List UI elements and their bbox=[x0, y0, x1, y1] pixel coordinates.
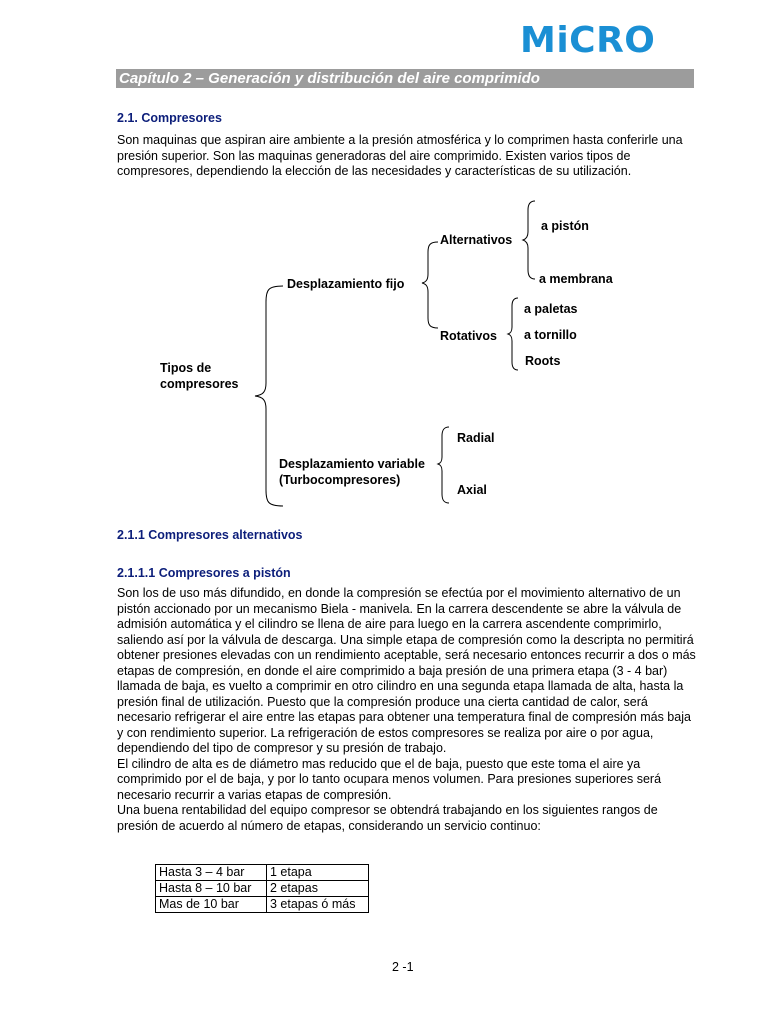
diagram-roots: Roots bbox=[525, 354, 561, 368]
diagram-radial: Radial bbox=[457, 431, 495, 445]
rotativos-brace bbox=[508, 298, 518, 370]
chapter-title: Capítulo 2 – Generación y distribución del aire comprimido bbox=[119, 70, 540, 87]
table-row bbox=[156, 881, 369, 897]
table-cell: Mas de 10 bar bbox=[156, 897, 267, 913]
variable-brace bbox=[438, 427, 449, 503]
diagram-desplazamiento-fijo: Desplazamiento fijo bbox=[287, 277, 405, 291]
piston-body bbox=[117, 586, 697, 834]
section-heading-alternativos: 2.1.1 Compresores alternativos bbox=[117, 528, 303, 542]
page-number: 2 -1 bbox=[392, 960, 414, 974]
diagram-a-piston: a pistón bbox=[541, 219, 589, 233]
alternativos-brace bbox=[523, 201, 535, 279]
micro-logo: MiCRO bbox=[520, 20, 656, 61]
section-heading-piston: 2.1.1.1 Compresores a pistón bbox=[117, 566, 291, 580]
diagram-desplazamiento-variable: Desplazamiento variable bbox=[279, 457, 425, 471]
diagram-root-label: Tipos de compresores bbox=[160, 361, 239, 391]
diagram-a-membrana: a membrana bbox=[539, 272, 613, 286]
diagram-a-paletas: a paletas bbox=[524, 302, 578, 316]
table-cell: 1 etapa bbox=[267, 865, 369, 881]
table-cell: Hasta 8 – 10 bar bbox=[156, 881, 267, 897]
diagram-axial: Axial bbox=[457, 483, 487, 497]
table-cell: 3 etapas ó más bbox=[267, 897, 369, 913]
fijo-brace bbox=[422, 242, 438, 328]
intro-text: Son maquinas que aspiran aire ambiente a la presión atmosférica y lo comprimen hasta conferirle una presión superior. Son las maquinas generadoras del aire comprimido. Existen varios tipos de compresores, dependiendo la elección de las necesidades y características de su utilización. bbox=[117, 133, 683, 178]
piston-paragraph-2: El cilindro de alta es de diámetro mas reducido que el de baja, puesto que este toma el aire ya comprimido por el de baja, y por lo tanto ocupara menos volumen. Para presiones superiores será necesario recurrir a varias etapas de compresión. bbox=[117, 756, 662, 802]
table-cell: Hasta 3 – 4 bar bbox=[156, 865, 267, 881]
diagram-rotativos: Rotativos bbox=[440, 329, 497, 343]
diagram-a-tornillo: a tornillo bbox=[524, 328, 577, 342]
piston-paragraph-1: Son los de uso más difundido, en donde la compresión se efectúa por el movimiento alternativo de un pistón accionado por un mecanismo Biela - manivela. En la carrera descendente se abre la válvula de admisión automática y el cilindro se llena de aire para luego en la carrera ascendente comprimirlo, saliendo así por la válvula de descarga. Una simple etapa de compresión como la descripta no permitirá obtener presiones elevadas con un rendimiento aceptable, será necesario entonces recurrir a dos o más etapas de compresión, en donde el aire comprimido a baja presión de una primera etapa (3 - 4 bar) llamada de baja, es vuelto a comprimir en otro cilindro en una segunda etapa llamada de alta, hasta la presión final de utilización. Puesto que la compresión produce una cierta cantidad de calor, será necesario refrigerar el aire entre las etapas para obtener una temperatura final de compresión más baja y con rendimiento superior. La refrigeración de estos compresores se realiza por aire o por agua, dependiendo del tipo de compresor y su presión de trabajo. bbox=[117, 586, 696, 755]
diagram-alternativos: Alternativos bbox=[440, 233, 513, 247]
stages-table bbox=[155, 864, 369, 913]
diagram-turbocompresores: (Turbocompresores) bbox=[279, 473, 401, 487]
piston-paragraph-3: Una buena rentabilidad del equipo compresor se obtendrá trabajando en los siguientes rangos de presión de acuerdo al número de etapas, considerando un servicio continuo: bbox=[117, 803, 658, 833]
table-cell: 2 etapas bbox=[267, 881, 369, 897]
table-row bbox=[156, 865, 369, 881]
section-heading-compresores: 2.1. Compresores bbox=[117, 111, 222, 125]
table-row bbox=[156, 897, 369, 913]
